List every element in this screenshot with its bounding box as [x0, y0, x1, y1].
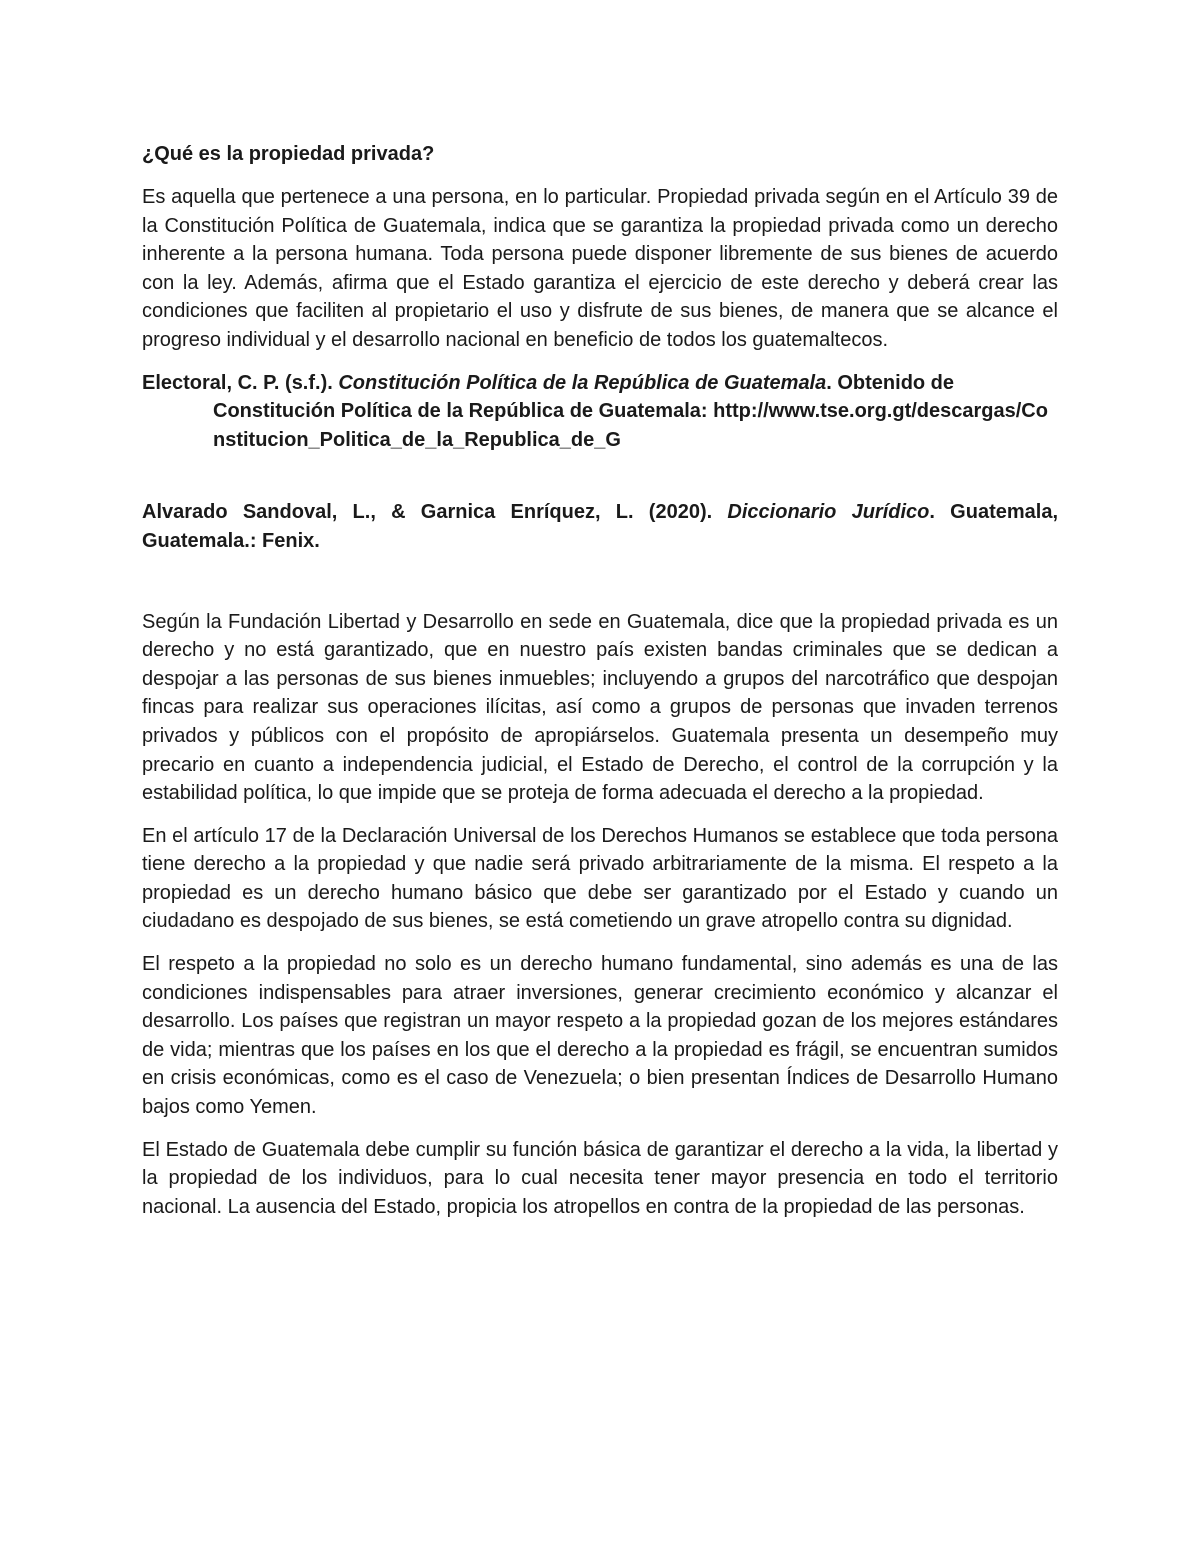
spacer — [142, 556, 1058, 608]
paragraph-respeto: El respeto a la propiedad no solo es un derecho humano fundamental, sino además es una de las condiciones indispensables para atraer inversiones, generar crecimiento económico y alcanzar el desarrollo. Los países que registran un mayor respeto a la propiedad gozan de los mejores estándares de vida; mientras que los países en los que el derecho a la propiedad es frágil, se encuentran sumidos en crisis económicas, como es el caso de Venezuela; o bien presentan Índices de Desarrollo Humano bajos como Yemen. — [142, 953, 1058, 1119]
paragraph-declaracion: En el artículo 17 de la Declaración Universal de los Derechos Humanos se establece que toda persona tiene derecho a la propiedad y que nadie será privado arbitrariamente de la misma. El respeto a la propiedad es un derecho humano básico que debe ser garantizado por el Estado y cuando un ciudadano es despojado de sus bienes, se está cometiendo un grave atropello contra su dignidad. — [142, 824, 1058, 933]
reference-title: Diccionario Jurídico — [727, 501, 930, 524]
paragraph-fundacion: Según la Fundación Libertad y Desarrollo en sede en Guatemala, dice que la propiedad privada es un derecho y no está garantizado, que en nuestro país existen bandas criminales que se dedican a despojar a las personas de sus bienes inmuebles; incluyendo a grupos del narcotráfico que despojan fincas para realizar sus operaciones ilícitas, así como a grupos de personas que invaden terrenos privados y públicos con el propósito de apropiárselos. Guatemala presenta un desempeño muy precario en cuanto a independencia judicial, el Estado de Derecho, el control de la corrupción y la estabilidad política, lo que impide que se proteja de forma adecuada el derecho a la propiedad. — [142, 610, 1058, 805]
paragraph-estado: El Estado de Guatemala debe cumplir su función básica de garantizar el derecho a la vida, la libertad y la propiedad de los individuos, para lo cual necesita tener mayor presencia en todo el territorio nacional. La ausencia del Estado, propicia los atropellos en contra de la propiedad de las personas. — [142, 1138, 1058, 1218]
reference-constitucion — [142, 369, 1058, 455]
reference-title: Constitución Política de la República de Guatemala — [338, 371, 827, 394]
spacer — [142, 454, 1058, 498]
document-page — [142, 140, 1058, 1235]
reference-author: Alvarado Sandoval, L., & Garnica Enríquez, L. (2020). — [142, 501, 728, 524]
reference-publisher: . Guatemala, Guatemala.: Fenix. — [142, 501, 1058, 552]
paragraph-definition: Es aquella que pertenece a una persona, en lo particular. Propiedad privada según en el Artículo 39 de la Constitución Política de Guatemala, indica que se garantiza la propiedad privada como un derecho inherente a la persona humana. Toda persona puede disponer libremente de sus bienes de acuerdo con la ley. Además, afirma que el Estado garantiza el ejercicio de este derecho y deberá crear las condiciones que faciliten al propietario el uso y disfrute de sus bienes, de manera que se alcance el progreso individual y el desarrollo nacional en beneficio de todos los guatemaltecos. — [142, 186, 1058, 351]
section-heading: ¿Qué es la propiedad privada? — [142, 143, 435, 165]
reference-source: . Obtenido de Constitución Política de la República de Guatemala: — [213, 371, 955, 423]
reference-url[interactable]: http://www.tse.org.gt/descargas/Constitucion_Politica_de_la_Republica_de_G — [213, 400, 1048, 451]
reference-author: Electoral, C. P. (s.f.). — [142, 371, 339, 394]
reference-diccionario — [142, 498, 1058, 555]
